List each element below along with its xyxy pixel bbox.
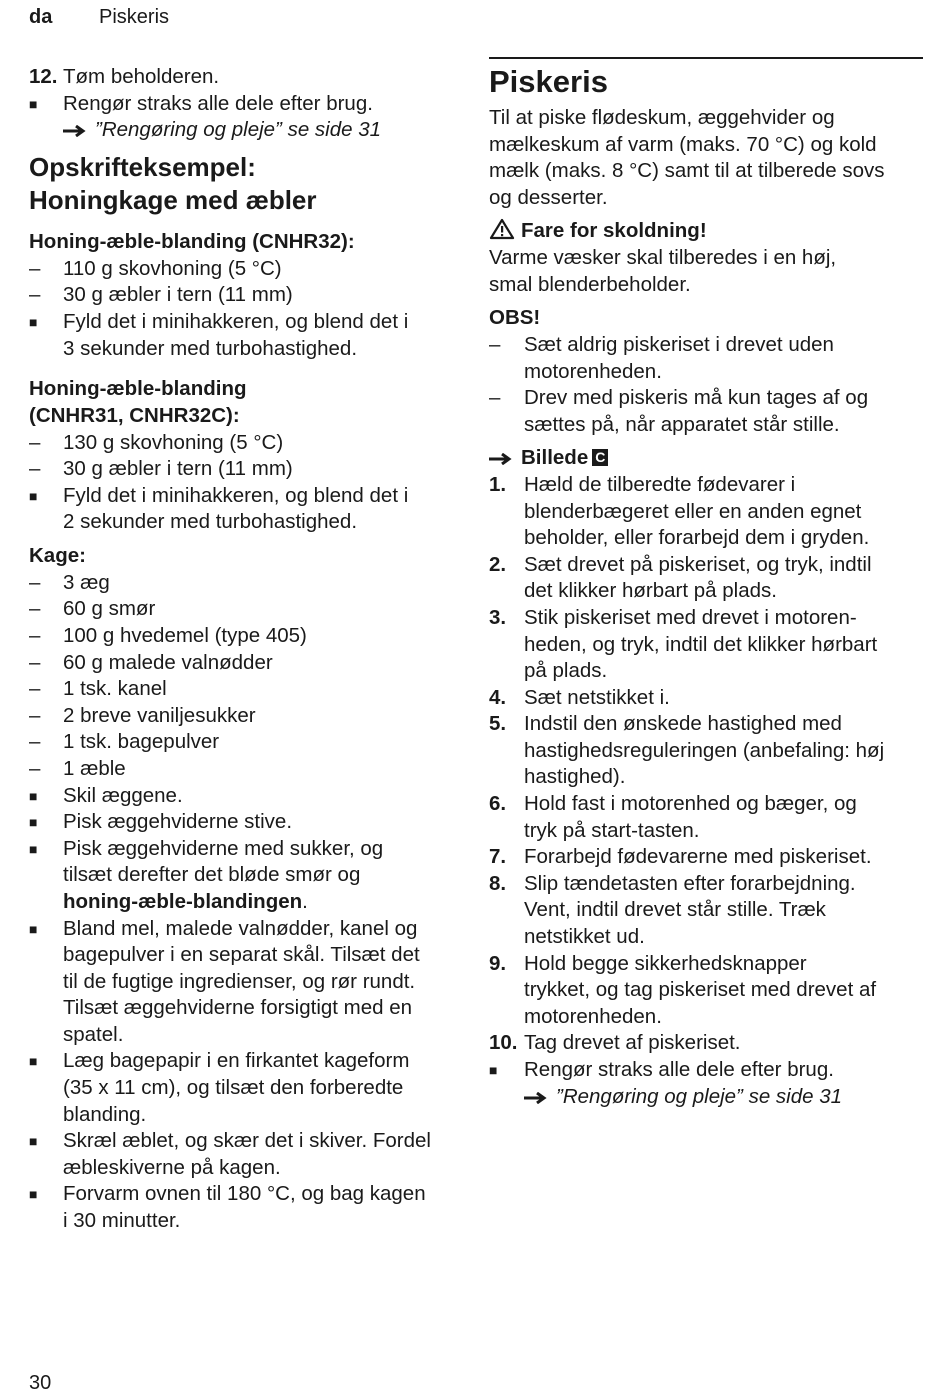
square-bullet-icon: ■ <box>29 1133 38 1149</box>
intro-line1: Til at piske flødeskum, æggehvider og <box>489 106 835 129</box>
cake-step-1: Skil æggene. <box>63 784 183 807</box>
mix2-step-line2: 2 sekunder med turbohastighed. <box>63 510 358 533</box>
cake-step-6-line1: Skræl æblet, og skær det i skiver. Fordel <box>63 1129 431 1152</box>
step-number: 8. <box>489 872 507 895</box>
mix1-step-line2: 3 sekunder med turbohastighed. <box>63 337 358 360</box>
cake-step-4-line1: Bland mel, malede valnødder, kanel og <box>63 917 418 940</box>
mix2-title-line2: (CNHR31, CNHR32C): <box>29 404 240 427</box>
cake-step-5-line2: (35 x 11 cm), og tilsæt den forberedte <box>63 1076 404 1099</box>
step-9-line2: trykket, og tag piskeriset med drevet af <box>524 978 877 1001</box>
cross-reference-text: ”Rengøring og pleje” se side 31 <box>556 1085 843 1108</box>
obs1-line1: Sæt aldrig piskeriset i drevet uden <box>524 333 834 356</box>
mix2-item-2: 30 g æbler i tern (11 mm) <box>63 457 293 480</box>
recipe-heading-line1: Opskrifteksempel: <box>29 152 256 182</box>
square-bullet-icon: ■ <box>29 1186 38 1202</box>
cake-step-4-line4: Tilsæt æggehviderne forsigtigt med en <box>63 996 413 1019</box>
mix1-item-1: 110 g skovhoning (5 °C) <box>63 257 282 280</box>
step-2-line2: det klikker hørbart på plads. <box>524 579 777 602</box>
cake-step-3-line2: tilsæt derefter det bløde smør og <box>63 863 361 886</box>
step-number: 7. <box>489 845 507 868</box>
clean-text: Rengør straks alle dele efter brug. <box>63 92 373 115</box>
step-1-line2: blenderbægeret eller en anden egnet <box>524 500 862 523</box>
square-bullet-icon: ■ <box>29 1053 38 1069</box>
step-7-line1: Forarbejd fødevarerne med piskeriset. <box>524 845 872 868</box>
cake-step-4-line3: til de fugtige ingredienser, og rør rundt. <box>63 970 416 993</box>
square-bullet-icon: ■ <box>29 96 38 112</box>
cake-step-3-line3 <box>63 889 308 915</box>
cross-reference-link[interactable] <box>63 117 381 143</box>
cake-step-7-line1: Forvarm ovnen til 180 °C, og bag kagen <box>63 1182 426 1205</box>
obs1-line2: motorenheden. <box>524 360 662 383</box>
step-9-line1: Hold begge sikkerhedsknapper <box>524 952 807 975</box>
step-number: 2. <box>489 553 507 576</box>
arrow-right-icon <box>489 453 515 465</box>
step-8-line3: netstikket ud. <box>524 925 645 948</box>
period: . <box>302 890 308 913</box>
step-number: 6. <box>489 792 507 815</box>
step-number: 3. <box>489 606 507 629</box>
step-number: 1. <box>489 473 507 496</box>
step-8-line1: Slip tændetasten efter forarbejdning. <box>524 872 856 895</box>
square-bullet-icon: ■ <box>29 921 38 937</box>
warning-title <box>489 218 707 244</box>
cake-step-7-line2: i 30 minutter. <box>63 1209 181 1232</box>
cake-item: 2 breve vaniljesukker <box>63 704 256 727</box>
obs2-line2: sættes på, når apparatet står stille. <box>524 413 840 436</box>
step-2-line1: Sæt drevet på piskeriset, og tryk, indtil <box>524 553 872 576</box>
arrow-right-icon <box>524 1092 550 1104</box>
cross-reference-link[interactable] <box>524 1084 842 1110</box>
cake-item: 1 tsk. bagepulver <box>63 730 220 753</box>
step-1-line3: beholder, eller forarbejd dem i gryden. <box>524 526 870 549</box>
square-bullet-icon: ■ <box>29 488 38 504</box>
mix1-item-2: 30 g æbler i tern (11 mm) <box>63 283 293 306</box>
step-12 <box>29 64 58 90</box>
step-number: 5. <box>489 712 507 735</box>
obs-label: OBS! <box>489 306 541 329</box>
bold-term: honing-æble-blandingen <box>63 890 303 913</box>
mix2-item-1: 130 g skovhoning (5 °C) <box>63 431 284 454</box>
step-1-line1: Hæld de tilberedte fødevarer i <box>524 473 796 496</box>
cake-item: 1 æble <box>63 757 126 780</box>
cake-item: 100 g hvedemel (type 405) <box>63 624 307 647</box>
figure-reference <box>489 445 608 471</box>
step-6-line2: tryk på start-tasten. <box>524 819 700 842</box>
step-number: 4. <box>489 686 507 709</box>
step-number: 12. <box>29 65 58 88</box>
intro-line2: mælkeskum af varm (maks. 70 °C) og kold <box>489 133 877 156</box>
step-3-line2: heden, og tryk, indtil det klikker hørbart <box>524 633 878 656</box>
recipe-heading-line2: Honingkage med æbler <box>29 185 317 215</box>
step-number: 10. <box>489 1031 518 1054</box>
section-title: Piskeris <box>489 64 608 99</box>
cake-step-5-line1: Læg bagepapir i en firkantet kageform <box>63 1049 410 1072</box>
warning-triangle-icon <box>489 218 515 240</box>
obs2-line1: Drev med piskeris må kun tages af og <box>524 386 869 409</box>
page-number: 30 <box>29 1372 52 1394</box>
warning-title-text: Fare for skoldning! <box>521 219 707 242</box>
step-5-line3: hastighed). <box>524 765 626 788</box>
clean-text: Rengør straks alle dele efter brug. <box>524 1058 834 1081</box>
step-5-line1: Indstil den ønskede hastighed med <box>524 712 842 735</box>
cake-item: 3 æg <box>63 571 110 594</box>
square-bullet-icon: ■ <box>489 1062 498 1078</box>
step-8-line2: Vent, indtil drevet står stille. Træk <box>524 898 826 921</box>
mix1-title: Honing-æble-blanding (CNHR32): <box>29 230 355 253</box>
step-6-line1: Hold fast i motorenhed og bæger, og <box>524 792 857 815</box>
step-number: 9. <box>489 952 507 975</box>
cake-step-4-line2: bagepulver i en separat skål. Tilsæt det <box>63 943 420 966</box>
cross-reference-text: ”Rengøring og pleje” se side 31 <box>95 118 382 141</box>
header-title: Piskeris <box>99 6 170 28</box>
step-3-line3: på plads. <box>524 659 608 682</box>
figure-label: Billede <box>521 446 589 469</box>
cake-item: 60 g malede valnødder <box>63 651 273 674</box>
cake-step-4-line5: spatel. <box>63 1023 124 1046</box>
step-3-line1: Stik piskeriset med drevet i motoren- <box>524 606 857 629</box>
mix1-step-line1: Fyld det i minihakkeren, og blend det i <box>63 310 409 333</box>
section-rule <box>489 57 923 59</box>
cake-item: 1 tsk. kanel <box>63 677 167 700</box>
intro-line4: og desserter. <box>489 186 608 209</box>
square-bullet-icon: ■ <box>29 841 38 857</box>
cake-step-2: Pisk æggehviderne stive. <box>63 810 293 833</box>
mix2-title-line1: Honing-æble-blanding <box>29 377 247 400</box>
mix2-step-line1: Fyld det i minihakkeren, og blend det i <box>63 484 409 507</box>
step-4-line1: Sæt netstikket i. <box>524 686 670 709</box>
square-bullet-icon: ■ <box>29 314 38 330</box>
cake-title: Kage: <box>29 544 86 567</box>
cake-step-5-line3: blanding. <box>63 1103 147 1126</box>
square-bullet-icon: ■ <box>29 814 38 830</box>
cake-step-6-line2: æbleskiverne på kagen. <box>63 1156 281 1179</box>
step-10-line1: Tag drevet af piskeriset. <box>524 1031 741 1054</box>
square-bullet-icon: ■ <box>29 788 38 804</box>
cake-step-3-line1: Pisk æggehviderne med sukker, og <box>63 837 384 860</box>
cake-item: 60 g smør <box>63 597 156 620</box>
figure-letter-badge: C <box>592 449 608 466</box>
step-9-line3: motorenheden. <box>524 1005 662 1028</box>
step-5-line2: hastighedsreguleringen (anbefaling: høj <box>524 739 885 762</box>
warning-line1: Varme væsker skal tilberedes i en høj, <box>489 246 837 269</box>
step-12-text: Tøm beholderen. <box>63 65 220 88</box>
intro-line3: mælk (maks. 8 °C) samt til at tilberede sovs <box>489 159 885 182</box>
language-code: da <box>29 6 53 28</box>
arrow-right-icon <box>63 125 89 137</box>
warning-line2: smal blenderbeholder. <box>489 273 691 296</box>
